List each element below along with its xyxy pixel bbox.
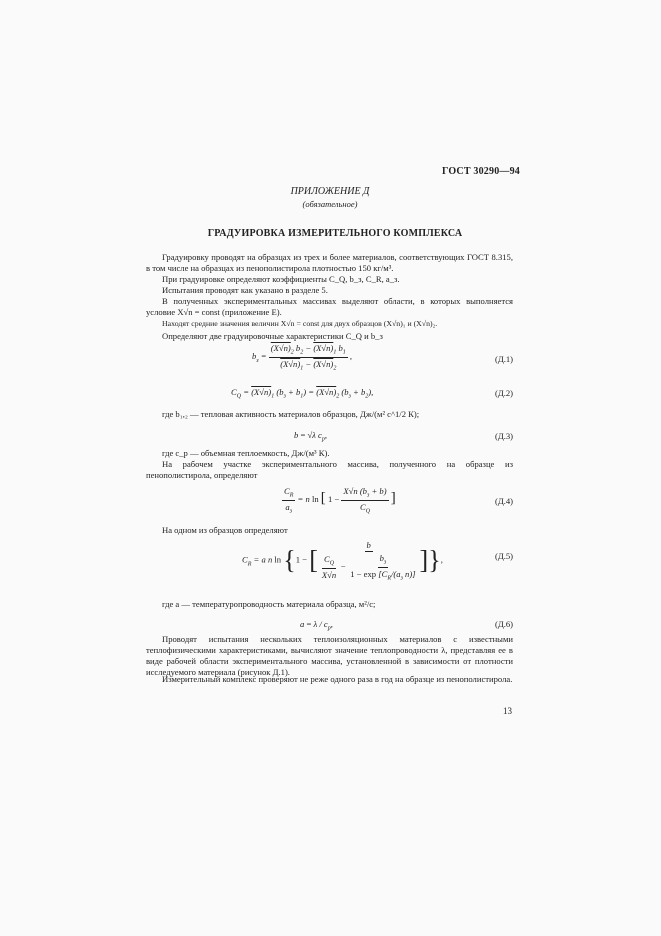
page-number: 13	[503, 706, 512, 716]
equation-d4-label: (Д.4)	[495, 496, 514, 506]
equation-d1-label: (Д.1)	[495, 354, 514, 364]
paragraph-heat-capacity: где c_р — объемная теплоемкость, Дж/(м³ К).	[162, 448, 330, 458]
section-title: ГРАДУИРОВКА ИЗМЕРИТЕЛЬНОГО КОМПЛЕКСА	[207, 228, 463, 239]
paragraph-two-characteristics: Определяют две градуировочные характеристики C_Q и b_з	[162, 331, 383, 341]
equation-d1: $b_з$ = $\frac{(X√n)_2 b_2 - (X√n)_1 b_1}{(X√n)_1 - (X√n)_2}$ ,	[252, 343, 353, 372]
paragraph-calibration-samples: Градуировку проводят на образцах из трех и более материалов, соответствующих ГОСТ 8.315, в том числе на образцах из пенополистирола плотностью 150 кг/м³.	[146, 252, 513, 273]
paragraph-thermal-activity: где b₁,₂ — тепловая активность материалов образцов, Дж/(м² с^1/2 К);	[162, 409, 420, 419]
equation-d6: $a = \lambda / c_р$,	[300, 619, 333, 632]
paragraph-mean-values: Находят средние значения величин X√n = const для двух образцов (X√n)₁ и (X√n)₂.	[162, 319, 438, 328]
appendix-status: (обязательное)	[302, 199, 358, 209]
paragraph-coefficients: При градуировке определяют коэффициенты C_Q, b_з, C_R, a_з.	[162, 274, 400, 284]
paragraph-working-section: На рабочем участке экспериментального массива, полученного на образце из пенополистирола, определяют	[146, 459, 513, 480]
paragraph-insulation-tests: Проводят испытания нескольких теплоизоляционных материалов с известными теплофизическими характеристиками, вычисляют значение теплопроводности λ, представляя ее в виде рабочей области экспериментального массива, установленной в зависимости от плотности исследуемого материала (рисунок Д.1).	[146, 634, 513, 677]
paragraph-diffusivity: где a — температуропроводность материала образца, м²/с;	[162, 599, 376, 609]
equation-d3-label: (Д.3)	[495, 431, 514, 441]
paragraph-tests-section: Испытания проводят как указано в разделе 5.	[162, 285, 328, 295]
appendix-title: ПРИЛОЖЕНИЕ Д	[290, 186, 370, 197]
equation-d6-label: (Д.6)	[495, 619, 514, 629]
equation-d5: $C_R = a$ n ln {1 − [ b $\frac{C_Q}{X√n}$ − $\frac{b_з}{1 - \exp [C_R/(a_з n)]}$ ]},	[242, 540, 443, 582]
equation-d3: b = √λ $c_р$,	[294, 430, 328, 443]
paragraph-annual-check: Измерительный комплекс проверяют не реже одного раза в год на образце из пенополистирола.	[162, 674, 513, 684]
standard-number: ГОСТ 30290—94	[442, 166, 521, 177]
equation-d5-label: (Д.5)	[495, 551, 514, 561]
equation-d2: $C_Q = (X√n)_1$ $(b_з + b_1) = (X√n)_2$ $(b_з + b_2)$,	[231, 387, 374, 400]
equation-d4: $\frac{C_R}{a_з}$ = n ln [ 1 − $\frac{X√n (b_з + b)}{C_Q}$ ]	[284, 486, 396, 515]
paragraph-one-sample: На одном из образцов определяют	[162, 525, 288, 535]
paragraph-regions: В полученных экспериментальных массивах выделяют области, в которых выполняется условие X√n = const (приложение Е).	[146, 296, 513, 317]
equation-d2-label: (Д.2)	[495, 388, 514, 398]
